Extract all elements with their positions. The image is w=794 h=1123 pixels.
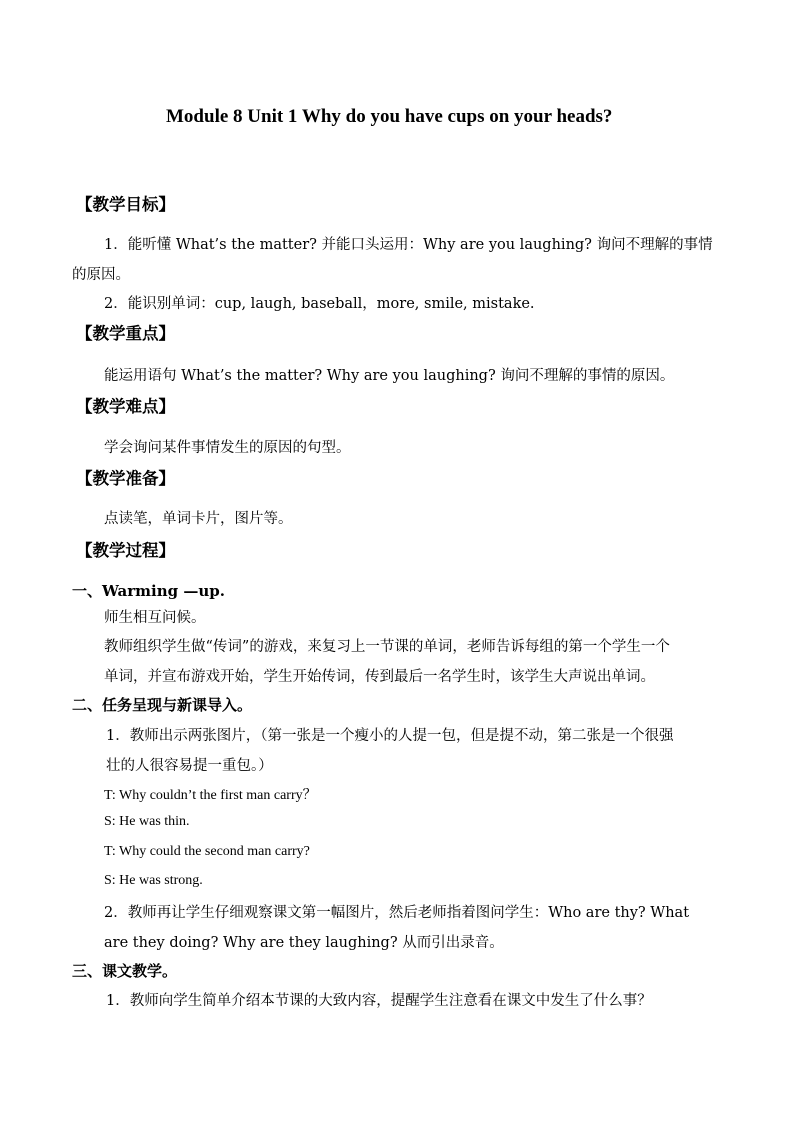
part-1-line-2: 教师组织学生做“传词”的游戏，来复习上一节课的单词，老师告诉每组的第一个学生一个	[104, 639, 670, 655]
process-heading: 【教学过程】	[76, 541, 175, 560]
difficulties-text: 学会询问某件事情发生的原因的句型。	[104, 440, 351, 456]
part-3-line-1: 1．教师向学生简单介绍本节课的大致内容，提醒学生注意看在课文中发生了什么事？	[106, 993, 652, 1009]
objective-item-2: 2．能识别单词：cup, laugh, baseball，more, smile, mistake.	[104, 296, 535, 312]
part-2-title: 二、任务呈现与新课导入。	[72, 696, 253, 714]
dialog-line-4: S: He was strong.	[104, 873, 203, 888]
part-1-line-1: 师生相互问候。	[104, 610, 206, 626]
part-1-line-3: 单词，并宣布游戏开始，学生开始传词，传到最后一名学生时，该学生大声说出单词。	[104, 669, 655, 685]
part-2-line-2: 壮的人很容易提一重包。）	[106, 758, 273, 774]
part-1-title: 一、Warming —up.	[72, 582, 225, 600]
part-2-line-3: 2．教师再让学生仔细观察课文第一幅图片，然后老师指着图问学生：Who are thy? What	[104, 905, 690, 921]
dialog-line-2: S: He was thin.	[104, 814, 190, 829]
part-3-title: 三、课文教学。	[72, 962, 178, 980]
objectives-heading: 【教学目标】	[76, 195, 175, 214]
document-title: Module 8 Unit 1 Why do you have cups on your heads?	[166, 106, 613, 127]
objective-item-1-line-1: 1．能听懂 What’s the matter? 并能口头运用：Why are you laughing? 询问不理解的事情	[104, 237, 713, 253]
part-2-line-4: are they doing? Why are they laughing? 从而引出录音。	[104, 935, 504, 951]
preparation-heading: 【教学准备】	[76, 469, 175, 488]
key-points-heading: 【教学重点】	[76, 324, 175, 343]
key-points-text: 能运用语句 What’s the matter? Why are you laughing? 询问不理解的事情的原因。	[104, 368, 675, 384]
objective-item-1-line-2: 的原因。	[72, 267, 130, 283]
dialog-line-1: T: Why couldn’t the first man carry？	[104, 788, 317, 803]
difficulties-heading: 【教学难点】	[76, 397, 175, 416]
dialog-line-3: T: Why could the second man carry?	[104, 844, 310, 859]
part-2-line-1: 1．教师出示两张图片，（第一张是一个瘦小的人提一包，但是提不动，第二张是一个很强	[106, 728, 674, 744]
preparation-text: 点读笔，单词卡片，图片等。	[104, 511, 293, 527]
